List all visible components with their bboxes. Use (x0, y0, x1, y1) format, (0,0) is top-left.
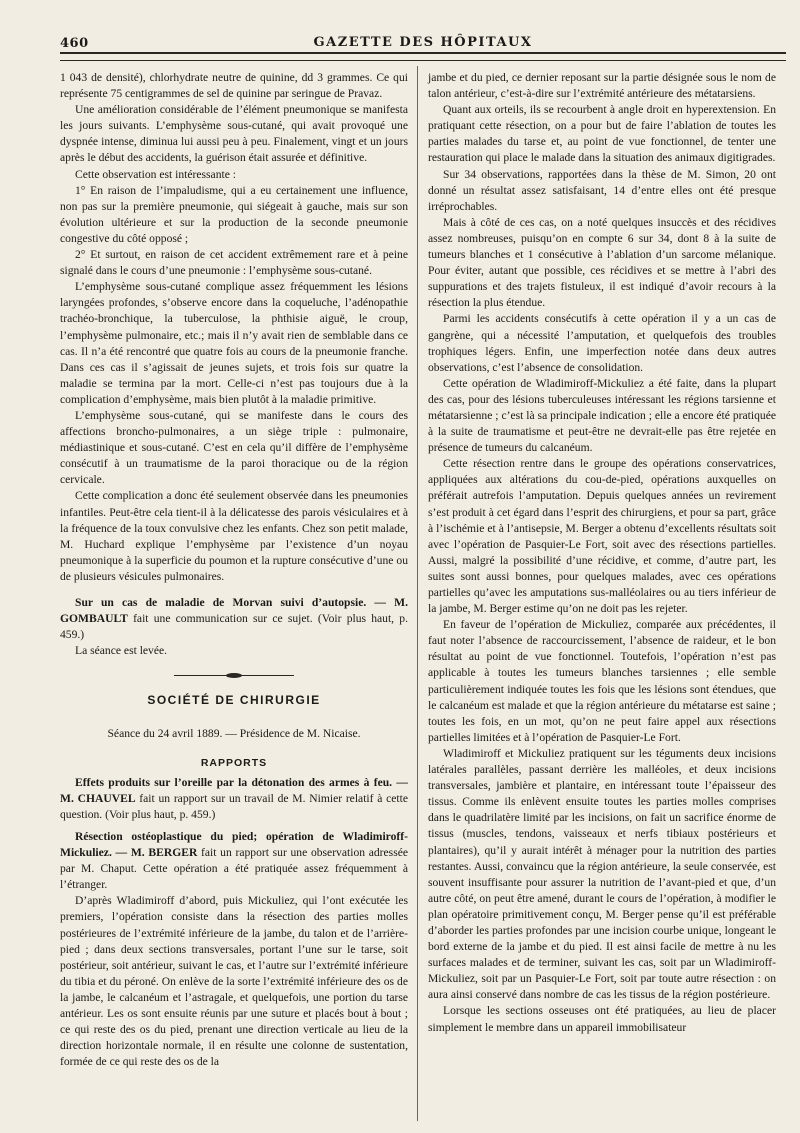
running-title: GAZETTE DES HÔPITAUX (313, 35, 533, 50)
section-separator (174, 673, 294, 678)
report-paragraph (60, 775, 408, 823)
paragraph: Cette résection rentre dans le groupe des opérations conservatrices, appliquées aux altérations du cou-de-pied, opérations auxquelles on préférait autrefois l’amputation. Depuis quelques années un revirement s’est produit à cet égard dans l’esprit des chirurgiens, et pour sa part, grâce à l’ischémie et à l’antisepsie, M. Berger a obtenu d’excellents résultats soit avec l’opération de Pasquier-Le Fort, soit avec des résections partielles. Aussi, malgré la possibilité d’une récidive, et comme, d’autre part, les suites sont aussi bonnes, pour quelques malades, avec ces opérations partielles qu’avec les amputations sus-malléolaires ou au tiers inférieur de la jambe, M. Berger estime qu’on ne doit pas les rejeter. (428, 457, 776, 616)
column-divider (417, 66, 418, 1121)
report-title: Résection ostéoplastique du pied; opération de Wladimiroff-Mickuliez. — (60, 829, 408, 860)
paragraph: En faveur de l’opération de Mickuliez, comparée aux précédentes, il faut noter l’absence de raccourcissement, l’absence de raideur, et le bon résultat au point de vue fonctionnel. Toutefois, l’opération n’est pas applicable à toutes les tumeurs blanches tarsiennes ; elle semble particulièrement indiquée toutes les fois que les lésions sont étendues, que le calcanéum est malade et que la région antérieure du métatarse est saine ; toutes les fois, en un mot, qu’on ne peut faire appel aux résections partielles limitées et à l’opération de Pasquier-Le Fort. (428, 618, 776, 744)
left-column (60, 70, 408, 1070)
page-header (60, 30, 786, 54)
header-rule (60, 60, 786, 61)
report-paragraph (60, 829, 408, 893)
paragraph: Sur 34 observations, rapportées dans la thèse de M. Simon, 20 ont donné un résultat assez satisfaisant, 14 d’entre elles ont été presque irréprochables. (428, 167, 776, 213)
paragraph: 1° En raison de l’impaludisme, qui a eu certainement une influence, non pas sur la première pneumonie, qui siégeait à gauche, mais sur son évolution ultérieure et sur la production de la seconde pneumonie congestive du côté opposé ; (60, 183, 408, 245)
paragraph: Une amélioration considérable de l’élément pneumonique se manifesta les jours suivants. L’emphysème sous-cutané, qui avait provoqué une dyspnée intense, diminua lui aussi peu à peu. Finalement, vingt et un jours après le début des accidents, la guérison était assurée et définitive. (60, 103, 408, 165)
paragraph: D’après Wladimiroff d’abord, puis Mickuliez, qui l’ont exécutée les premiers, l’opération consiste dans la résection des parties molles postérieures de l’extrémité inférieure de la jambe, du talon et de l’arrière-pied ; dans deux sections transversales, portant l’une sur le tarse, soit postérieur, soit antérieur, suivant le cas, et l’autre sur l’extrémité inférieure du tibia et du péroné. On enlève de la sorte l’extrémité inférieure des os de la jambe, le calcanéum et l’astragale, et quelquefois, une portion du tarse antérieur. Les os sont ensuite réunis par une suture et placés bout à bout ; ce qui reste des os du pied, prenant une direction verticale au lieu de la direction horizontale normale, il en résulte une colonne de sustentation, formée de ce qui reste des os de la (60, 894, 408, 1069)
right-column (428, 70, 776, 1036)
session-line: Séance du 24 avril 1889. — Présidence de M. Nicaise. (107, 727, 361, 741)
paragraph: 2° Et surtout, en raison de cet accident extrêmement rare et à peine signalé dans le cours d’une pneumonie : l’emphysème sous-cutané. (60, 248, 408, 278)
speaker-name: M. BERGER (130, 846, 198, 860)
paragraph: Cette observation est intéressante : (75, 167, 236, 181)
paragraph: Quant aux orteils, ils se recourbent à angle droit en hyperextension. En pratiquant cette résection, on a pour but de faire l’ablation de toutes les parties malades du tarse et, au point de vue fonctionnel, de tenter une restauration qui place le malade dans la situation des animaux digitigrades. (428, 103, 776, 165)
paragraph: Wladimiroff et Mickuliez pratiquent sur les téguments deux incisions latérales parallèles, passant derrière les malléoles, et deux incisions transversales, jambière et plantaire, en intéressant toute l’épaisseur des tissus. Comme ils enlèvent ensuite toutes les parties molles comprises dans le quadrilatère limité par les incisions, on fait un sacrifice énorme de tissus (muscles, tendons, vaisseaux et nerfs tibiaux postérieurs et plantaires), qu’il y aurait intérêt à ménager pour la nutrition des parties restantes. Aussi, convaincu que la région antérieure, la seule conservée, est souvent insuffisante pour assurer la nutrition de l’avant-pied et que, d’un autre côté, on peut être amené, durant le cours de l’opération, à modifier le plan opératoire primitivement conçu, M. Berger pense qu’il est préférable d’aborder les parties profondes par une incision courbe unique, longeant le bord externe de la jambe et du pied. Il est ainsi facile de mettre à nu les surfaces malades et de terminer, suivant les cas, soit par un Wladimiroff-Mickuliez, soit par un Pasquier-Le Fort, soit par toute autre résection : on aura ainsi conservé dans nombre de cas les tissus de la région postérieure. (428, 746, 776, 1002)
section-title: SOCIÉTÉ DE CHIRURGIE (147, 693, 321, 708)
report-text: fait un rapport sur une observation adressée par M. Chaput. Cette opération a été pratiquée assez fréquemment à l’étranger. (60, 846, 408, 892)
paragraph: Lorsque les sections osseuses ont été pratiquées, au lieu de placer simplement le membre dans un appareil immobilisateur (428, 1004, 776, 1034)
report-text: fait un rapport sur un travail de M. Nimier relatif à cette question. (Voir plus haut, p. 459.) (60, 791, 409, 821)
communication-title: Sur un cas de maladie de Morvan suivi d’autopsie. — (75, 596, 387, 609)
paragraph: Cette opération de Wladimiroff-Mickuliez a été faite, dans la plupart des cas, pour des lésions tuberculeuses intéressant les régions tarsienne et métatarsienne ; c’est là sa principale indication ; elle a encore été pratiquée à la suite de traumatisme et peut-être ne devrait-elle pas être rejetée en présence de tumeurs du calcanéum. (428, 376, 776, 455)
paragraph: jambe et du pied, ce dernier reposant sur la partie désignée sous le nom de talon antérieur, c’est-à-dire sur l’extrémité antérieure des métatarsiens. (428, 71, 776, 101)
communication-paragraph (60, 595, 408, 643)
subsection-title: RAPPORTS (200, 756, 268, 769)
speaker-name: M. GOMBAULT (60, 596, 408, 626)
paragraph: L’emphysème sous-cutané complique assez fréquemment les lésions laryngées profondes, s’observe encore dans la coqueluche, l’adénopathie trachéo-bronchique, la tuberculose, la phthisie aiguë, le croup, l’emphysème pulmonaire, etc.; mais il n’y avait rien de semblable dans ce cas. Il n’a été rencontré que quatre fois au cours de la pneumonie franche. Dans ces cas il s’agissait de jeunes sujets, et trois fois sur quatre la maladie se termina par la mort. Celle-ci n’est pas toujours due à la complication d’emphysème, mais bien plutôt à la maladie primitive. (60, 280, 408, 406)
paragraph: Cette complication a donc été seulement observée dans les pneumonies infantiles. Peut-être cela tient-il à la délicatesse des parois vésiculaires et à la fréquence de la toux convulsive chez les enfants. Chez son petit malade, M. Huchard explique l’emphysème par l’existence d’un noyau pneumonique à la superficie du poumon et la rupture consécutive d’une ou de plusieurs vésicules pulmonaires. (60, 489, 408, 583)
paragraph: 1 043 de densité), chlorhydrate neutre de quinine, dd 3 grammes. Ce qui représente 75 centigrammes de sel de quinine par seringue de Pravaz. (60, 71, 408, 101)
communication-text: fait une communication sur ce sujet. (Voir plus haut, p. 459.) (60, 612, 408, 642)
paragraph: Parmi les accidents consécutifs à cette opération il y a un cas de gangrène, qui a nécessité l’amputation, et quelquefois des troubles trophiques légers. Enfin, une imperfection notée dans deux autres observations, c’est l’absence de consolidation. (428, 312, 776, 374)
paragraph: Mais à côté de ces cas, on a noté quelques insuccès et des récidives assez nombreuses, puisqu’on en compte 6 sur 34, dont 8 à la suite de tumeurs blanches et 1 consécutive à l’ablation d’un sarcome mélanique. Pour éviter, autant que possible, ces récidives et se mettre à l’abri des suppurations et des trajets fistuleux, il est indiqué d’avoir recours à la résection la plus étendue. (428, 215, 776, 310)
report-title: Effets produits sur l’oreille par la détonation des armes à feu. — (75, 775, 408, 789)
paragraph: La séance est levée. (75, 644, 168, 658)
speaker-name: M. CHAUVEL (60, 791, 136, 805)
page-number: 460 (60, 36, 89, 51)
paragraph: L’emphysème sous-cutané, qui se manifeste dans le cours des affections broncho-pulmonaires, a un siège triple : pulmonaire, médiastinique et sous-cutané. C’est en cela qu’il diffère de l’emphysème consécutif à un traumatisme de la paroi thoracique ou de la région cervicale. (60, 408, 408, 487)
